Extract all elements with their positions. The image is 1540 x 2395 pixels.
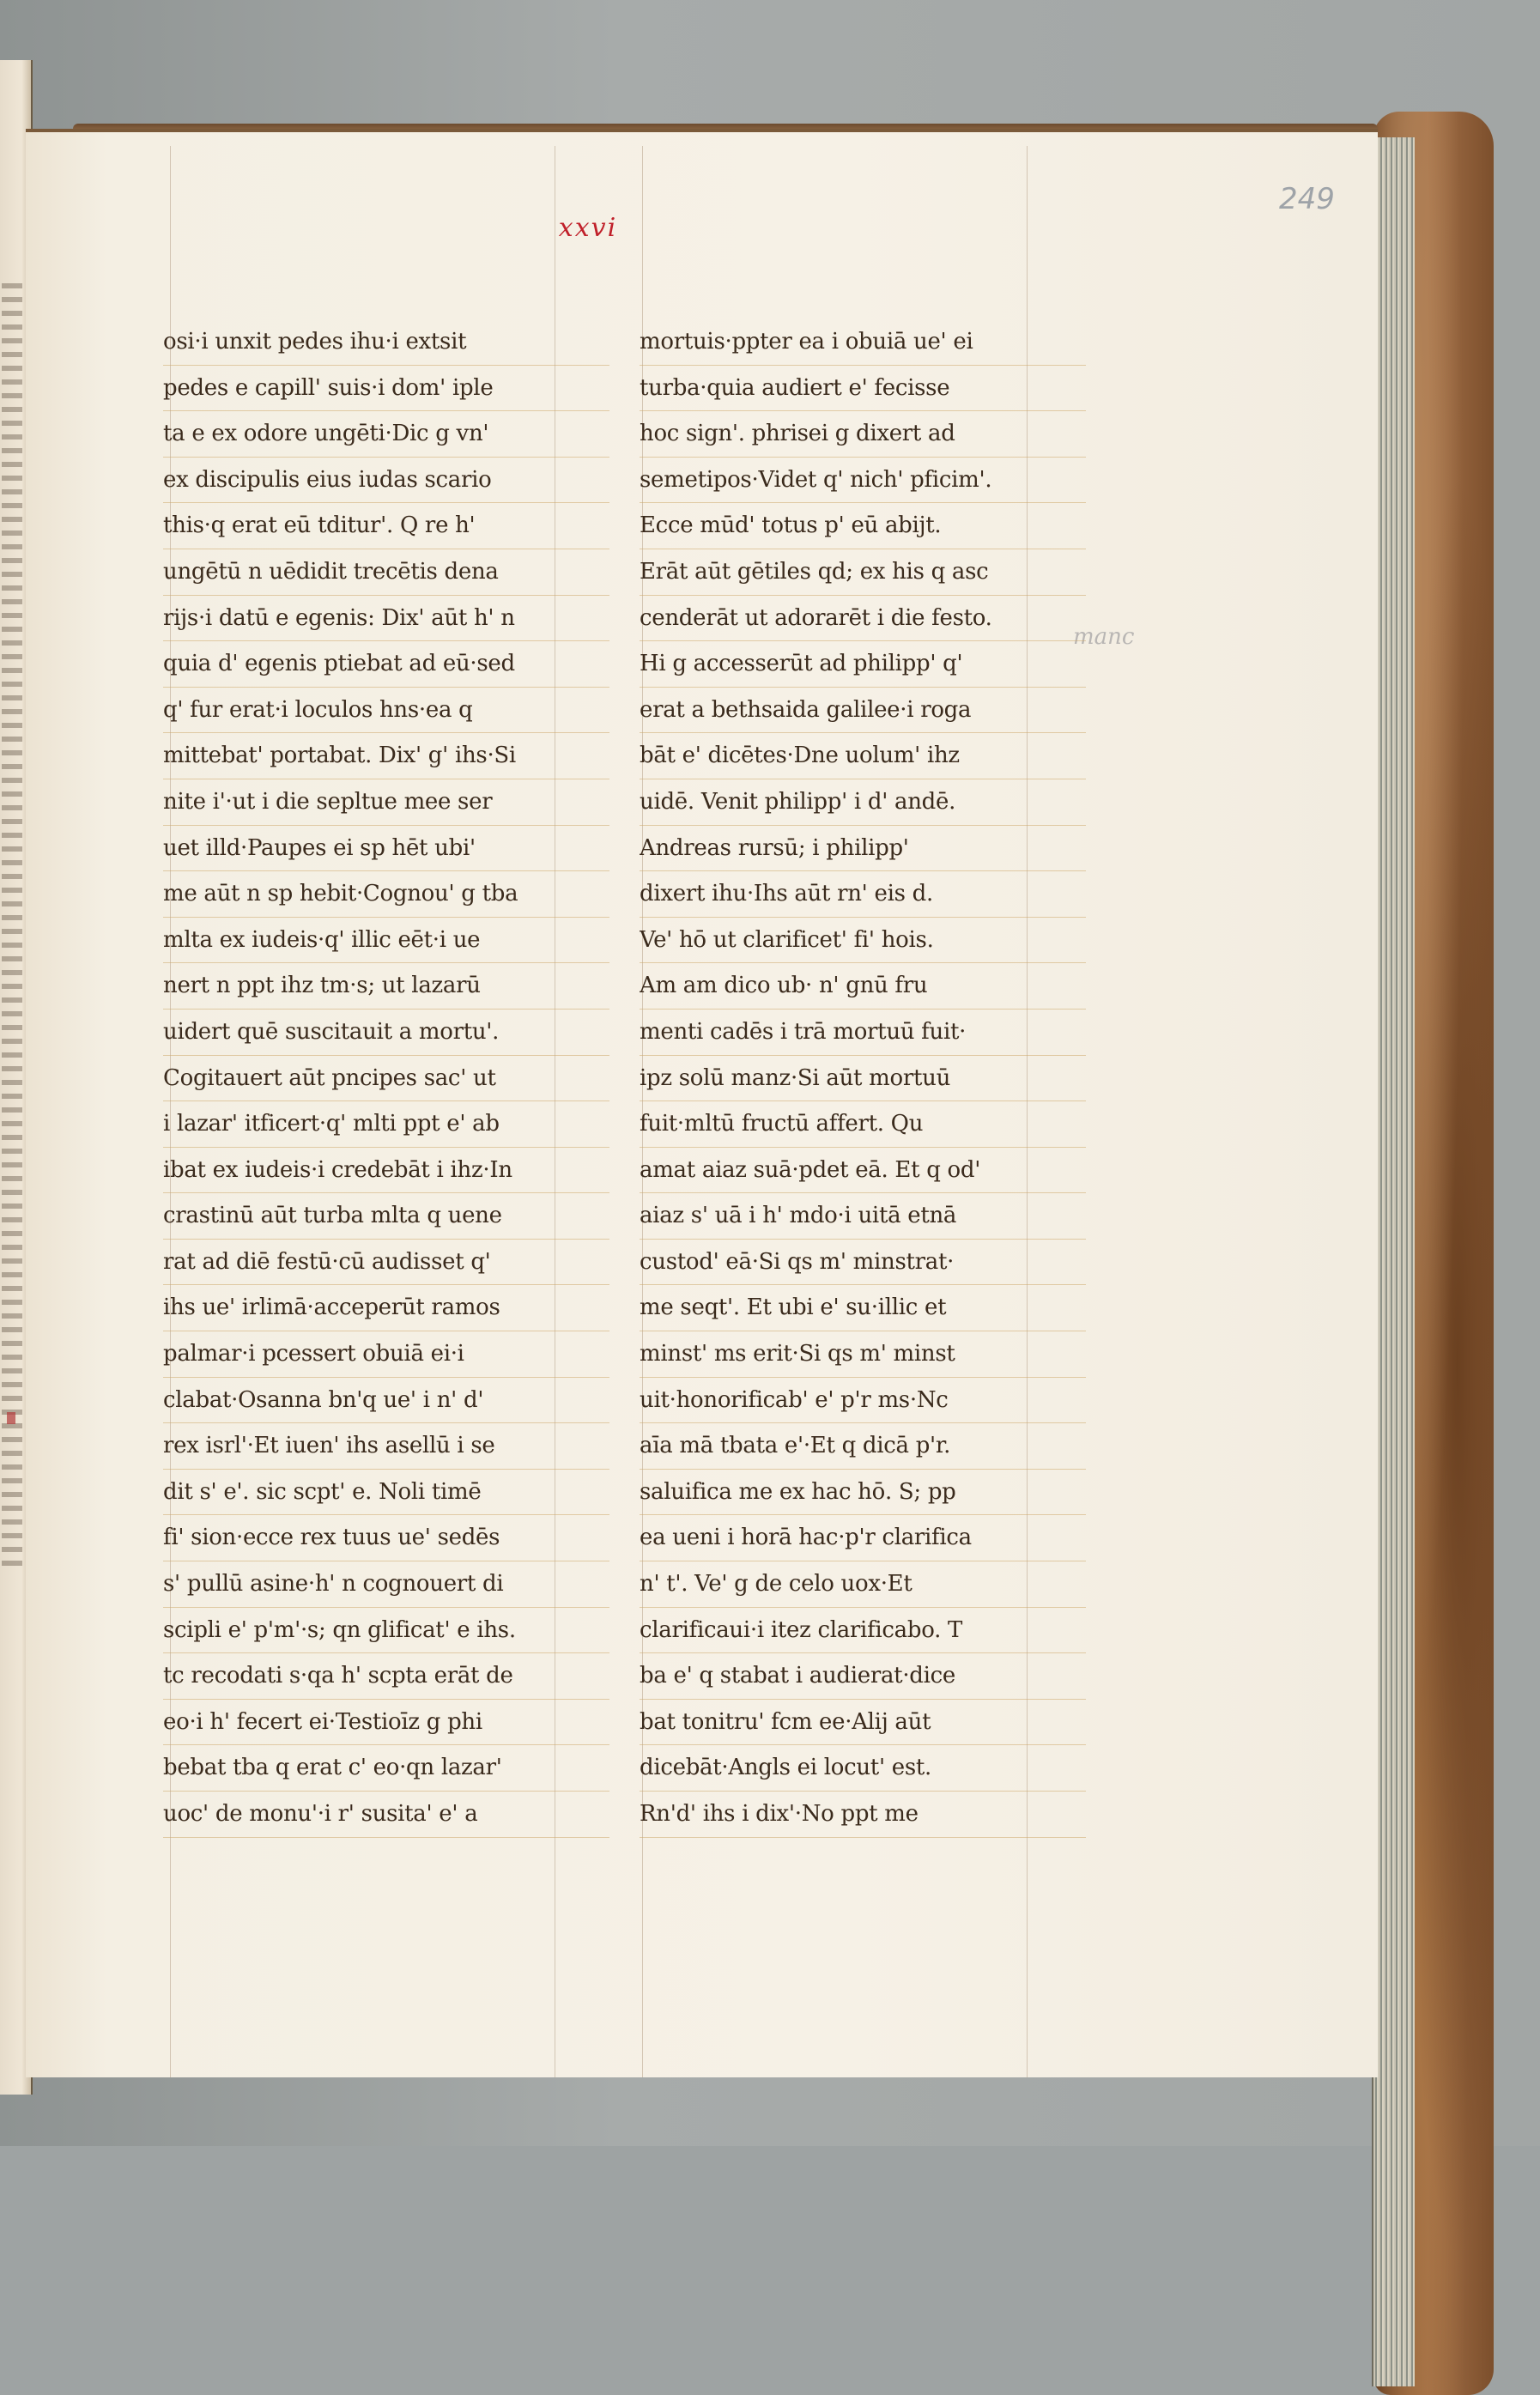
text-line: pedes e capill' suis·i dom' iple	[163, 366, 609, 412]
text-line: Andreas rursū; i philipp'	[640, 826, 1086, 872]
text-line: fuit·mltū fructū affert. Qu	[640, 1101, 1086, 1148]
text-line: osi·i unxit pedes ihu·i extsit	[163, 319, 609, 366]
text-line: turba·quia audiert e' fecisse	[640, 366, 1086, 412]
text-line: nert n ppt ihz tm·s; ut lazarū	[163, 963, 609, 1010]
text-line: Ecce mūd' totus p' eū abijt.	[640, 503, 1086, 549]
text-line: fi' sion·ecce rex tuus ue' sedēs	[163, 1515, 609, 1561]
text-line: ungētū n uēdidit trecētis dena	[163, 549, 609, 596]
text-line: ibat ex iudeis·i credebāt i ihz·In	[163, 1148, 609, 1194]
text-line: quia d' egenis ptiebat ad eū·sed	[163, 641, 609, 688]
folio-number: 249	[1279, 182, 1335, 216]
text-line: ihs ue' irlimā·acceperūt ramos	[163, 1285, 609, 1331]
text-line: crastinū aūt turba mlta q uene	[163, 1193, 609, 1240]
text-line: uidē. Venit philipp' i d' andē.	[640, 779, 1086, 826]
text-line: Erāt aūt gētiles qd; ex his q asc	[640, 549, 1086, 596]
text-line: erat a bethsaida galilee·i roga	[640, 688, 1086, 734]
text-line: mortuis·ppter ea i obuiā ue' ei	[640, 319, 1086, 366]
text-line: bāt e' dicētes·Dne uolum' ihz	[640, 733, 1086, 779]
text-line: Rn'd' ihs i dix'·No ppt me	[640, 1792, 1086, 1838]
text-line: minst' ms erit·Si qs m' minst	[640, 1331, 1086, 1378]
text-line: q' fur erat·i loculos hns·ea q	[163, 688, 609, 734]
text-line: bebat tba q erat c' eo·qn lazar'	[163, 1745, 609, 1792]
text-line: ta e ex odore ungēti·Dic g vn'	[163, 411, 609, 458]
text-line: bat tonitru' fcm ee·Alij aūt	[640, 1700, 1086, 1746]
text-line: dixert ihu·Ihs aūt rn' eis d.	[640, 871, 1086, 918]
text-line: uet illd·Paupes ei sp hēt ubi'	[163, 826, 609, 872]
text-line: ea ueni i horā hac·p'r clarifica	[640, 1515, 1086, 1561]
text-line: tc recodati s·qa h' scpta erāt de	[163, 1653, 609, 1700]
text-line: aīa mā tbata e'·Et q dicā p'r.	[640, 1423, 1086, 1470]
text-line: Hi g accesserūt ad philipp' q'	[640, 641, 1086, 688]
left-text-column	[163, 319, 609, 1838]
text-line: uit·honorificab' e' p'r ms·Nc	[640, 1378, 1086, 1424]
text-line: cenderāt ut adorarēt i die festo.	[640, 596, 1086, 642]
text-line: Am am dico ub· n' gnū fru	[640, 963, 1086, 1010]
text-line: rat ad diē festū·cū audisset q'	[163, 1240, 609, 1286]
text-line: ba e' q stabat i audierat·dice	[640, 1653, 1086, 1700]
text-line: saluifica me ex hac hō. S; pp	[640, 1470, 1086, 1516]
text-line: mlta ex iudeis·q' illic eēt·i ue	[163, 918, 609, 964]
text-line: clabat·Osanna bn'q ue' i n' d'	[163, 1378, 609, 1424]
running-title: xxvi	[558, 213, 618, 243]
text-line: i lazar' itficert·q' mlti ppt e' ab	[163, 1101, 609, 1148]
text-line: semetipos·Videt q' nich' pficim'.	[640, 458, 1086, 504]
text-line: palmar·i pcessert obuiā ei·i	[163, 1331, 609, 1378]
text-line: ex discipulis eius iudas scario	[163, 458, 609, 504]
right-text-column	[640, 319, 1086, 1838]
text-line: me seqt'. Et ubi e' su·illic et	[640, 1285, 1086, 1331]
text-line: dit s' e'. sic scpt' e. Noli timē	[163, 1470, 609, 1516]
margin-show-through: manc	[1073, 624, 1135, 650]
text-line: n' t'. Ve' g de celo uox·Et	[640, 1561, 1086, 1608]
text-line: custod' eā·Si qs m' minstrat·	[640, 1240, 1086, 1286]
text-line: uidert quē suscitauit a mortu'.	[163, 1010, 609, 1056]
text-line: eo·i h' fecert ei·Testioīz g phi	[163, 1700, 609, 1746]
text-line: s' pullū asine·h' n cognouert di	[163, 1561, 609, 1608]
text-line: hoc sign'. phrisei g dixert ad	[640, 411, 1086, 458]
text-line: dicebāt·Angls ei locut' est.	[640, 1745, 1086, 1792]
text-line: mittebat' portabat. Dix' g' ihs·Si	[163, 733, 609, 779]
text-line: rijs·i datū e egenis: Dix' aūt h' n	[163, 596, 609, 642]
text-line: this·q erat eū tditur'. Q re h'	[163, 503, 609, 549]
text-line: uoc' de monu'·i r' susita' e' a	[163, 1792, 609, 1838]
text-line: aiaz s' uā i h' mdo·i uitā etnā	[640, 1193, 1086, 1240]
text-line: scipli e' p'm'·s; qn glificat' e ihs.	[163, 1608, 609, 1654]
facing-page-rubric	[7, 1412, 15, 1424]
text-line: Ve' hō ut clarificet' fi' hois.	[640, 918, 1086, 964]
text-line: menti cadēs i trā mortuū fuit·	[640, 1010, 1086, 1056]
text-line: clarificaui·i itez clarificabo. T	[640, 1608, 1086, 1654]
text-line: rex isrl'·Et iuen' ihs asellū i se	[163, 1423, 609, 1470]
text-line: amat aiaz suā·pdet eā. Et q od'	[640, 1148, 1086, 1194]
text-line: nite i'·ut i die sepltue mee ser	[163, 779, 609, 826]
page-edges	[1372, 137, 1415, 2386]
text-line: ipz solū manz·Si aūt mortuū	[640, 1056, 1086, 1102]
text-line: Cogitauert aūt pncipes sac' ut	[163, 1056, 609, 1102]
text-line: me aūt n sp hebit·Cognou' g tba	[163, 871, 609, 918]
facing-page-text	[2, 283, 22, 1571]
